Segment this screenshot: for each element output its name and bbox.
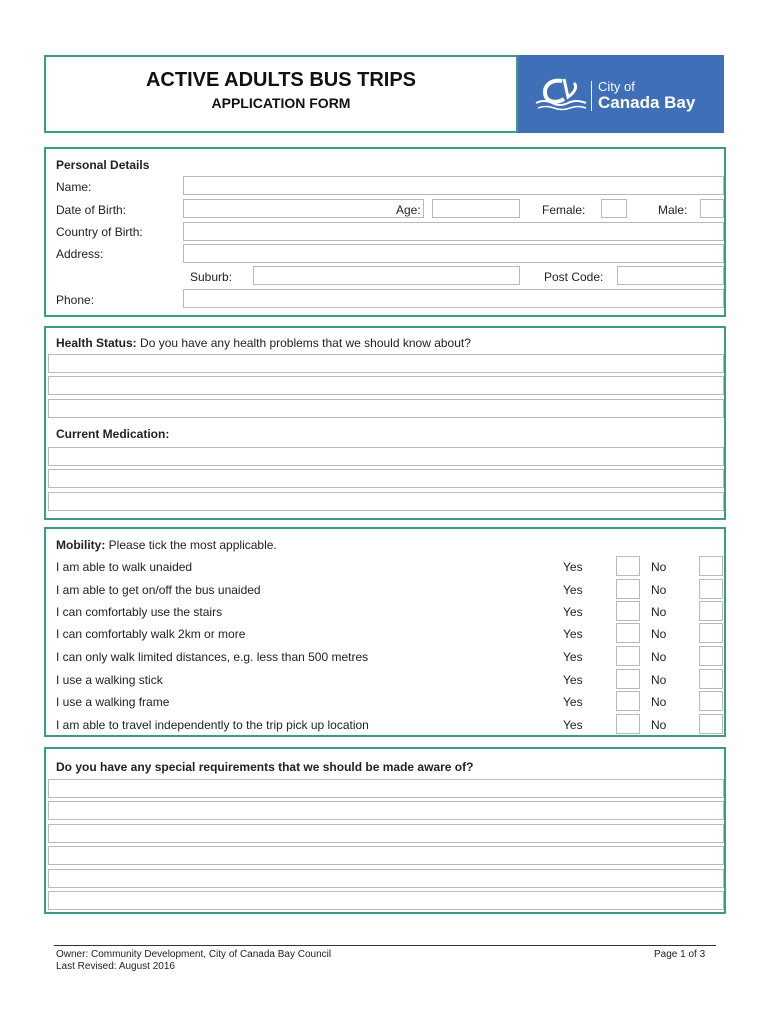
medication-line-1[interactable]	[48, 447, 724, 466]
postcode-label: Post Code:	[544, 270, 604, 284]
mobility-item: I can comfortably use the stairs	[56, 605, 223, 619]
phone-label: Phone:	[56, 293, 95, 307]
age-field[interactable]	[432, 199, 520, 218]
no-checkbox[interactable]	[699, 646, 723, 666]
canada-bay-logo-icon	[534, 75, 588, 115]
yes-label: Yes	[563, 605, 583, 619]
form-subtitle: APPLICATION FORM	[211, 95, 351, 111]
no-label: No	[651, 650, 667, 664]
yes-checkbox[interactable]	[616, 714, 640, 734]
no-label: No	[651, 673, 667, 687]
personal-details-section	[44, 147, 726, 317]
health-line-1[interactable]	[48, 354, 724, 373]
medication-line-3[interactable]	[48, 492, 724, 511]
address-label: Address:	[56, 247, 104, 261]
health-heading: Health Status:	[56, 336, 137, 350]
health-line-3[interactable]	[48, 399, 724, 418]
no-label: No	[651, 605, 667, 619]
mobility-item: I can comfortably walk 2km or more	[56, 627, 246, 641]
medication-heading: Current Medication:	[56, 427, 170, 441]
mobility-item: I am able to get on/off the bus unaided	[56, 583, 261, 597]
no-label: No	[651, 718, 667, 732]
no-checkbox[interactable]	[699, 691, 723, 711]
dob-field[interactable]	[183, 199, 424, 218]
mobility-item: I am able to travel independently to the trip pick up location	[56, 718, 369, 732]
form-header	[44, 55, 518, 133]
postcode-field[interactable]	[617, 266, 724, 285]
yes-checkbox[interactable]	[616, 579, 640, 599]
yes-label: Yes	[563, 718, 583, 732]
male-checkbox[interactable]	[700, 199, 724, 218]
mobility-item: I use a walking frame	[56, 695, 170, 709]
yes-checkbox[interactable]	[616, 691, 640, 711]
council-logo	[518, 55, 724, 133]
mobility-section	[44, 527, 726, 737]
no-label: No	[651, 583, 667, 597]
mobility-item: I am able to walk unaided	[56, 560, 193, 574]
special-line-1[interactable]	[48, 779, 724, 798]
yes-label: Yes	[563, 695, 583, 709]
mobility-prompt	[56, 538, 277, 552]
no-checkbox[interactable]	[699, 556, 723, 576]
yes-label: Yes	[563, 560, 583, 574]
no-label: No	[651, 627, 667, 641]
address-field[interactable]	[183, 244, 724, 263]
logo-divider	[591, 81, 592, 111]
no-checkbox[interactable]	[699, 714, 723, 734]
mobility-item: I can only walk limited distances, e.g. less than 500 metres	[56, 650, 369, 664]
no-checkbox[interactable]	[699, 579, 723, 599]
phone-field[interactable]	[183, 289, 724, 308]
special-line-4[interactable]	[48, 846, 724, 865]
no-checkbox[interactable]	[699, 601, 723, 621]
logo-city-text: City of	[598, 79, 635, 94]
special-line-2[interactable]	[48, 801, 724, 820]
footer-owner: Owner: Community Development, City of Canada Bay Council	[56, 949, 332, 960]
health-question-text: Do you have any health problems that we should know about?	[140, 336, 471, 350]
country-label: Country of Birth:	[56, 225, 143, 239]
yes-checkbox[interactable]	[616, 556, 640, 576]
yes-checkbox[interactable]	[616, 646, 640, 666]
special-requirements-section	[44, 747, 726, 914]
no-checkbox[interactable]	[699, 623, 723, 643]
yes-checkbox[interactable]	[616, 623, 640, 643]
yes-checkbox[interactable]	[616, 669, 640, 689]
country-field[interactable]	[183, 222, 724, 241]
footer-page-number: Page 1 of 3	[654, 949, 706, 960]
female-checkbox[interactable]	[601, 199, 627, 218]
footer-rule	[54, 945, 716, 946]
form-title: ACTIVE ADULTS BUS TRIPS	[145, 69, 416, 91]
no-label: No	[651, 695, 667, 709]
no-label: No	[651, 560, 667, 574]
name-field[interactable]	[183, 176, 724, 195]
logo-name-text: Canada Bay	[598, 93, 696, 112]
suburb-field[interactable]	[253, 266, 520, 285]
special-line-5[interactable]	[48, 869, 724, 888]
dob-label: Date of Birth:	[56, 203, 127, 217]
age-label: Age:	[396, 203, 421, 217]
name-label: Name:	[56, 180, 92, 194]
female-label: Female:	[542, 203, 586, 217]
suburb-label: Suburb:	[190, 270, 233, 284]
mobility-heading: Mobility:	[56, 538, 106, 552]
mobility-instruction: Please tick the most applicable.	[108, 538, 277, 552]
health-status-section	[44, 326, 726, 520]
special-requirements-heading: Do you have any special requirements that we should be made aware of?	[56, 760, 474, 774]
mobility-item: I use a walking stick	[56, 673, 163, 687]
no-checkbox[interactable]	[699, 669, 723, 689]
yes-label: Yes	[563, 583, 583, 597]
male-label: Male:	[658, 203, 688, 217]
yes-checkbox[interactable]	[616, 601, 640, 621]
health-line-2[interactable]	[48, 376, 724, 395]
footer-revised: Last Revised: August 2016	[56, 961, 175, 972]
personal-details-heading: Personal Details	[56, 158, 150, 172]
special-line-6[interactable]	[48, 891, 724, 910]
yes-label: Yes	[563, 650, 583, 664]
medication-line-2[interactable]	[48, 469, 724, 488]
yes-label: Yes	[563, 627, 583, 641]
health-question	[56, 336, 471, 350]
yes-label: Yes	[563, 673, 583, 687]
special-line-3[interactable]	[48, 824, 724, 843]
